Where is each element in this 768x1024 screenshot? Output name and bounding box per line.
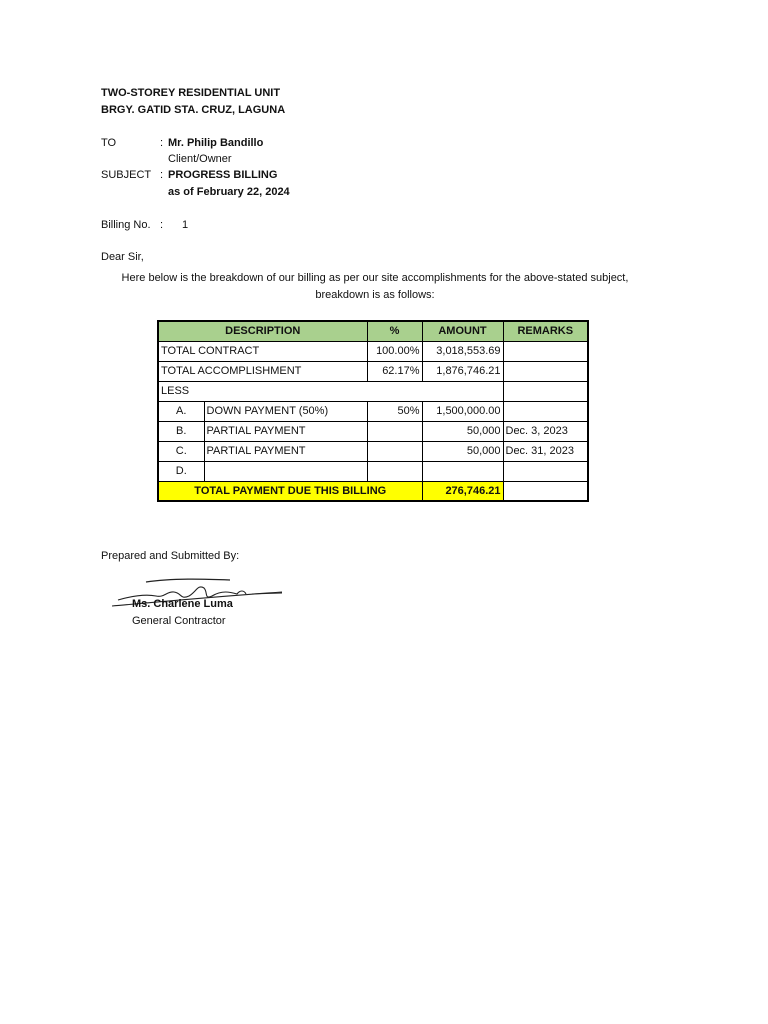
subject-title: PROGRESS BILLING [168,169,278,181]
signatory-name: Ms. Charlene Luma [132,598,233,610]
row-percent: 62.17% [367,361,422,381]
row-remarks [503,361,588,381]
deduction-remarks [503,401,588,421]
deduction-remarks: Dec. 3, 2023 [503,421,588,441]
header-remarks: REMARKS [503,321,588,341]
deduction-description: DOWN PAYMENT (50%) [204,401,367,421]
to-colon: : [160,137,164,149]
table-row [158,341,588,361]
deduction-description: PARTIAL PAYMENT [204,421,367,441]
table-row [158,441,588,461]
row-amount: 1,876,746.21 [422,361,503,381]
less-row [158,381,588,401]
table-row [158,401,588,421]
deduction-remarks [503,461,588,481]
row-amount: 3,018,553.69 [422,341,503,361]
billing-table [157,320,589,502]
to-label: TO [101,137,117,149]
header-amount: AMOUNT [422,321,503,341]
deduction-letter: A. [158,401,204,421]
billing-no-value: 1 [182,219,189,231]
deduction-amount: 50,000 [422,421,503,441]
billing-no-colon: : [160,219,164,231]
less-remarks [503,381,588,401]
deduction-percent [367,421,422,441]
deduction-remarks: Dec. 31, 2023 [503,441,588,461]
deduction-amount: 1,500,000.00 [422,401,503,421]
intro-line-2: breakdown is as follows: [315,289,435,301]
table-row [158,461,588,481]
total-label: TOTAL PAYMENT DUE THIS BILLING [158,481,422,501]
header-description: DESCRIPTION [158,321,367,341]
deduction-amount [422,461,503,481]
signatory-title: General Contractor [132,615,226,627]
row-percent: 100.00% [367,341,422,361]
greeting: Dear Sir, [101,251,144,263]
deduction-description: PARTIAL PAYMENT [204,441,367,461]
table-row [158,361,588,381]
project-title: TWO-STOREY RESIDENTIAL UNIT [101,87,281,99]
deduction-description [204,461,367,481]
deduction-percent [367,441,422,461]
header-percent: % [367,321,422,341]
less-label: LESS [158,381,503,401]
deduction-amount: 50,000 [422,441,503,461]
subject-colon: : [160,169,164,181]
recipient-name: Mr. Philip Bandillo [168,137,264,149]
total-remarks [503,481,588,501]
recipient-role: Client/Owner [168,153,232,165]
total-row [158,481,588,501]
row-description: TOTAL ACCOMPLISHMENT [158,361,367,381]
total-amount: 276,746.21 [422,481,503,501]
deduction-percent: 50% [367,401,422,421]
row-remarks [503,341,588,361]
deduction-percent [367,461,422,481]
deduction-letter: C. [158,441,204,461]
subject-date: as of February 22, 2024 [168,186,290,198]
table-row [158,421,588,441]
deduction-letter: D. [158,461,204,481]
intro-line-1: Here below is the breakdown of our billing as per our site accomplishments for the above-stated subject, [121,272,629,284]
table-header-row [158,321,588,341]
row-description: TOTAL CONTRACT [158,341,367,361]
deduction-letter: B. [158,421,204,441]
billing-no-label: Billing No. [101,219,151,231]
project-location: BRGY. GATID STA. CRUZ, LAGUNA [101,104,286,116]
prepared-by-label: Prepared and Submitted By: [101,550,240,562]
subject-label: SUBJECT [101,169,152,181]
